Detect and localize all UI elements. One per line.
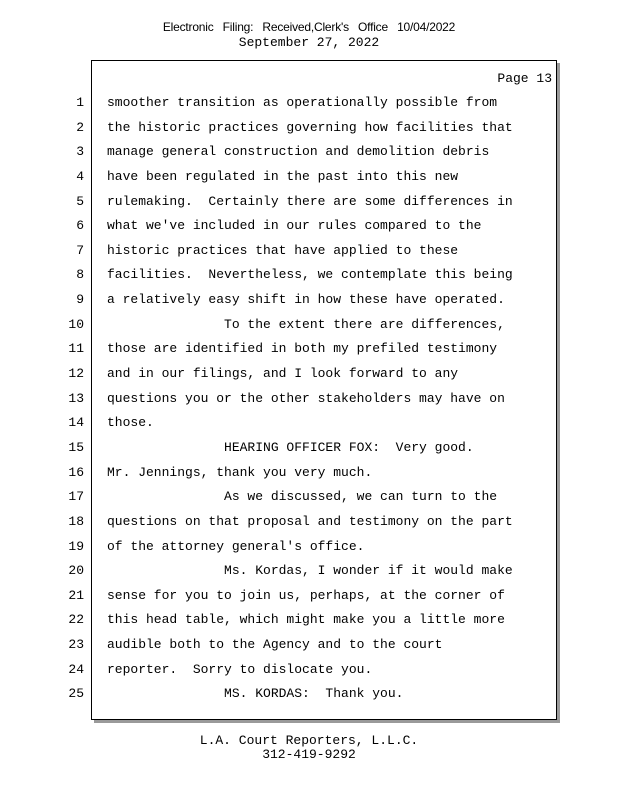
line-number: 15 [68, 439, 84, 455]
line-number: 20 [68, 563, 84, 579]
transcript-line [0, 635, 618, 660]
line-number: 18 [68, 513, 84, 529]
line-number: 8 [76, 267, 84, 283]
line-number: 22 [68, 612, 84, 628]
transcript-line [0, 339, 618, 364]
line-number: 19 [68, 538, 84, 554]
line-number: 14 [68, 415, 84, 431]
transcript-lines [0, 93, 618, 709]
transcript-line [0, 216, 618, 241]
transcript-line [0, 660, 618, 685]
line-text: facilities. Nevertheless, we contemplate this being [107, 267, 513, 283]
page-footer [0, 734, 618, 762]
transcript-line [0, 586, 618, 611]
line-number: 13 [68, 390, 84, 406]
line-text: those. [107, 415, 154, 431]
line-text: what we've included in our rules compared to the [107, 218, 482, 234]
transcript-line [0, 684, 618, 709]
line-text: this head table, which might make you a little more [107, 612, 505, 628]
reporter-phone: 312-419-9292 [262, 747, 356, 762]
line-text: sense for you to join us, perhaps, at the corner of [107, 587, 505, 603]
line-number: 21 [68, 587, 84, 603]
transcript-line [0, 487, 618, 512]
transcript-line [0, 265, 618, 290]
transcript-line [0, 192, 618, 217]
line-number: 2 [76, 119, 84, 135]
transcript-line [0, 118, 618, 143]
transcript-line [0, 463, 618, 488]
transcript-line [0, 610, 618, 635]
line-text: rulemaking. Certainly there are some differences in [107, 193, 513, 209]
transcript-line [0, 561, 618, 586]
line-text: reporter. Sorry to dislocate you. [107, 661, 373, 677]
line-number: 24 [68, 661, 84, 677]
line-number: 12 [68, 366, 84, 382]
line-text: a relatively easy shift in how these have operated. [107, 292, 505, 308]
hearing-date: September 27, 2022 [238, 35, 380, 50]
line-text: As we discussed, we can turn to the [107, 489, 498, 505]
line-text: Ms. Kordas, I wonder if it would make [107, 563, 513, 579]
line-number: 10 [68, 316, 84, 332]
line-text: manage general construction and demolition debris [107, 144, 490, 160]
line-number: 17 [68, 489, 84, 505]
line-text: historic practices that have applied to these [107, 242, 459, 258]
transcript-line [0, 413, 618, 438]
transcript-line [0, 364, 618, 389]
line-number: 23 [68, 637, 84, 653]
line-text: To the extent there are differences, [107, 316, 505, 332]
line-text: smoother transition as operationally possible from [107, 95, 498, 110]
line-number: 16 [68, 464, 84, 480]
transcript-line [0, 315, 618, 340]
line-text: MS. KORDAS: Thank you. [107, 686, 404, 702]
transcript-line [0, 537, 618, 562]
line-text: and in our filings, and I look forward to any [107, 366, 459, 382]
filing-stamp: Electronic Filing: Received,Clerk's Office 10/04/2022 [162, 20, 456, 34]
line-number: 1 [76, 95, 84, 110]
line-text: HEARING OFFICER FOX: Very good. [107, 439, 474, 455]
line-text: questions on that proposal and testimony on the part [107, 513, 513, 529]
page-number: Page 13 [497, 71, 552, 86]
transcript-line [0, 438, 618, 463]
line-text: of the attorney general's office. [107, 538, 365, 554]
line-number: 6 [76, 218, 84, 234]
transcript-line [0, 512, 618, 537]
transcript-line [0, 142, 618, 167]
line-number: 3 [76, 144, 84, 160]
line-text: the historic practices governing how facilities that [107, 119, 513, 135]
line-text: questions you or the other stakeholders may have on [107, 390, 505, 406]
line-number: 5 [76, 193, 84, 209]
transcript-line [0, 290, 618, 315]
transcript-line [0, 93, 618, 118]
transcript-line [0, 389, 618, 414]
line-number: 7 [76, 242, 84, 258]
line-number: 11 [68, 341, 84, 357]
line-text: those are identified in both my prefiled testimony [107, 341, 498, 357]
line-text: Mr. Jennings, thank you very much. [107, 464, 373, 480]
line-text: have been regulated in the past into this new [107, 168, 459, 184]
line-number: 9 [76, 292, 84, 308]
line-text: audible both to the Agency and to the court [107, 637, 443, 653]
line-number: 4 [76, 168, 84, 184]
transcript-line [0, 241, 618, 266]
line-number: 25 [68, 686, 84, 702]
reporter-company: L.A. Court Reporters, L.L.C. [199, 733, 419, 748]
transcript-line [0, 167, 618, 192]
